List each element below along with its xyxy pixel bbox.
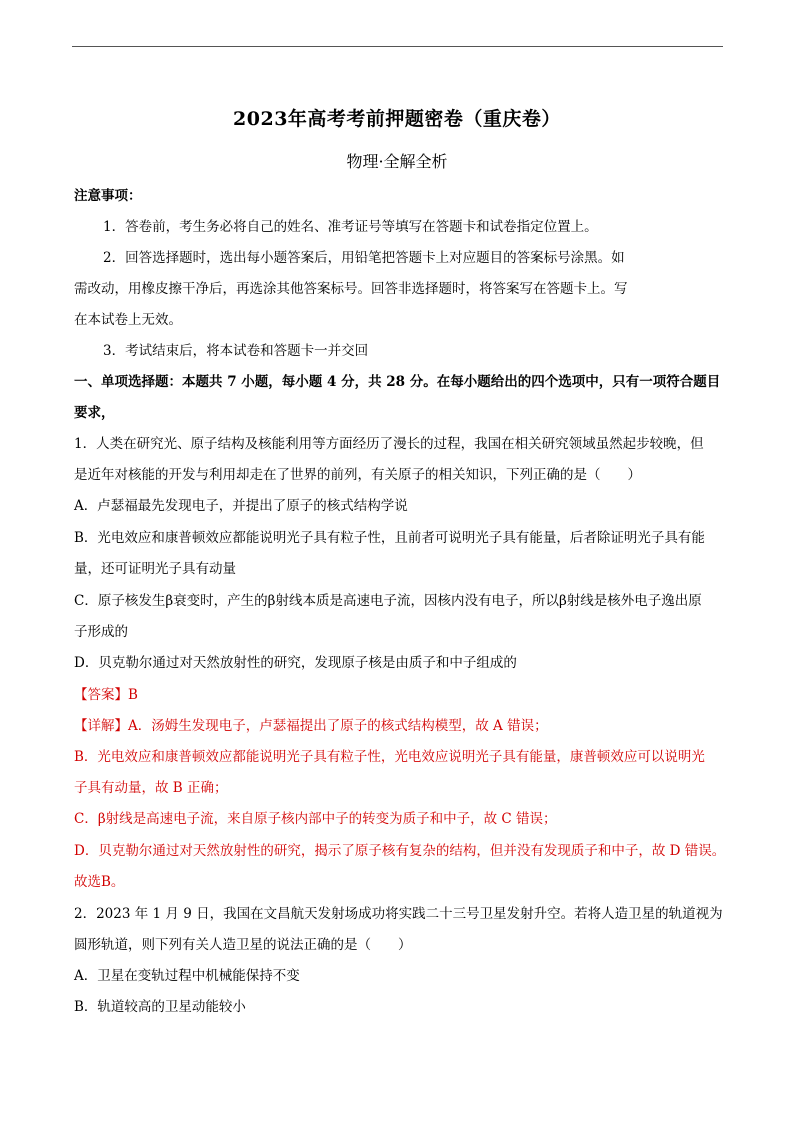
question-1-stem-line-1: 1．人类在研究光、原子结构及核能利用等方面经历了漫长的过程，我国在相关研究领域虽然起步较晚，但 xyxy=(74,436,704,452)
notice-item-3: 3．考试结束后，将本试卷和答题卡一并交回 xyxy=(103,343,369,359)
question-1-conclusion: 故选B。 xyxy=(74,874,125,890)
section-heading-line-2: 要求， xyxy=(74,405,115,421)
question-2-option-b: B．轨道较高的卫星动能较小 xyxy=(74,999,246,1015)
question-1-detail-b-line-1: B．光电效应和康普顿效应都能说明光子具有粒子性，光电效应说明光子具有能量，康普顿效应可以说明光 xyxy=(74,749,705,765)
question-2-option-a: A．卫星在变轨过程中机械能保持不变 xyxy=(74,968,300,984)
notice-heading: 注意事项： xyxy=(74,188,142,204)
notice-item-2-line-1: 2．回答选择题时，选出每小题答案后，用铅笔把答题卡上对应题目的答案标号涂黑。如 xyxy=(103,250,625,266)
page-subtitle: 物理·全解全析 xyxy=(346,152,448,171)
notice-item-1: 1．答卷前，考生务必将自己的姓名、准考证号等填写在答题卡和试卷指定位置上。 xyxy=(103,219,598,235)
section-heading-line-1: 一、单项选择题：本题共 7 小题，每小题 4 分，共 28 分。在每小题给出的四个选项中，只有一项符合题目 xyxy=(74,374,721,390)
question-1-detail-d: D．贝克勒尔通过对天然放射性的研究，揭示了原子核有复杂的结构，但并没有发现质子和中子，故 D 错误。 xyxy=(74,843,726,859)
question-1-option-c-line-1: C．原子核发生β衰变时，产生的β射线本质是高速电子流，因核内没有电子，所以β射线是核外电子逸出原 xyxy=(74,593,702,609)
question-1-option-b-line-2: 量，还可证明光子具有动量 xyxy=(74,561,236,577)
header-rule xyxy=(72,46,723,47)
question-1-option-c-line-2: 子形成的 xyxy=(74,624,128,640)
question-2-stem-line-1: 2．2023 年 1 月 9 日，我国在文昌航天发射场成功将实践二十三号卫星发射升空。若将人造卫星的轨道视为 xyxy=(74,906,723,922)
notice-item-2-line-2: 需改动，用橡皮擦干净后，再选涂其他答案标号。回答非选择题时，将答案写在答题卡上。写 xyxy=(74,281,628,297)
question-1-detail-c: C．β射线是高速电子流，来自原子核内部中子的转变为质子和中子，故 C 错误； xyxy=(74,811,557,827)
question-1-detail-b-line-2: 子具有动量，故 B 正确； xyxy=(74,780,228,796)
question-1-stem-line-2: 是近年对核能的开发与利用却走在了世界的前列，有关原子的相关知识，下列正确的是（ ） xyxy=(74,467,641,483)
question-1-answer: 【答案】B xyxy=(74,687,138,703)
question-1-detail-a: 【详解】A．汤姆生发现电子，卢瑟福提出了原子的核式结构模型，故 A 错误； xyxy=(74,718,548,734)
question-2-stem-line-2: 圆形轨道，则下列有关人造卫星的说法正确的是（ ） xyxy=(74,937,412,953)
question-1-option-b-line-1: B．光电效应和康普顿效应都能说明光子具有粒子性，且前者可说明光子具有能量，后者除证明光子具有能 xyxy=(74,530,705,546)
notice-item-2-line-3: 在本试卷上无效。 xyxy=(74,312,182,328)
question-1-option-d: D．贝克勒尔通过对天然放射性的研究，发现原子核是由质子和中子组成的 xyxy=(74,655,517,671)
question-1-option-a: A．卢瑟福最先发现电子，并提出了原子的核式结构学说 xyxy=(74,498,408,514)
page-title: 2023年高考考前押题密卷（重庆卷） xyxy=(233,108,561,130)
